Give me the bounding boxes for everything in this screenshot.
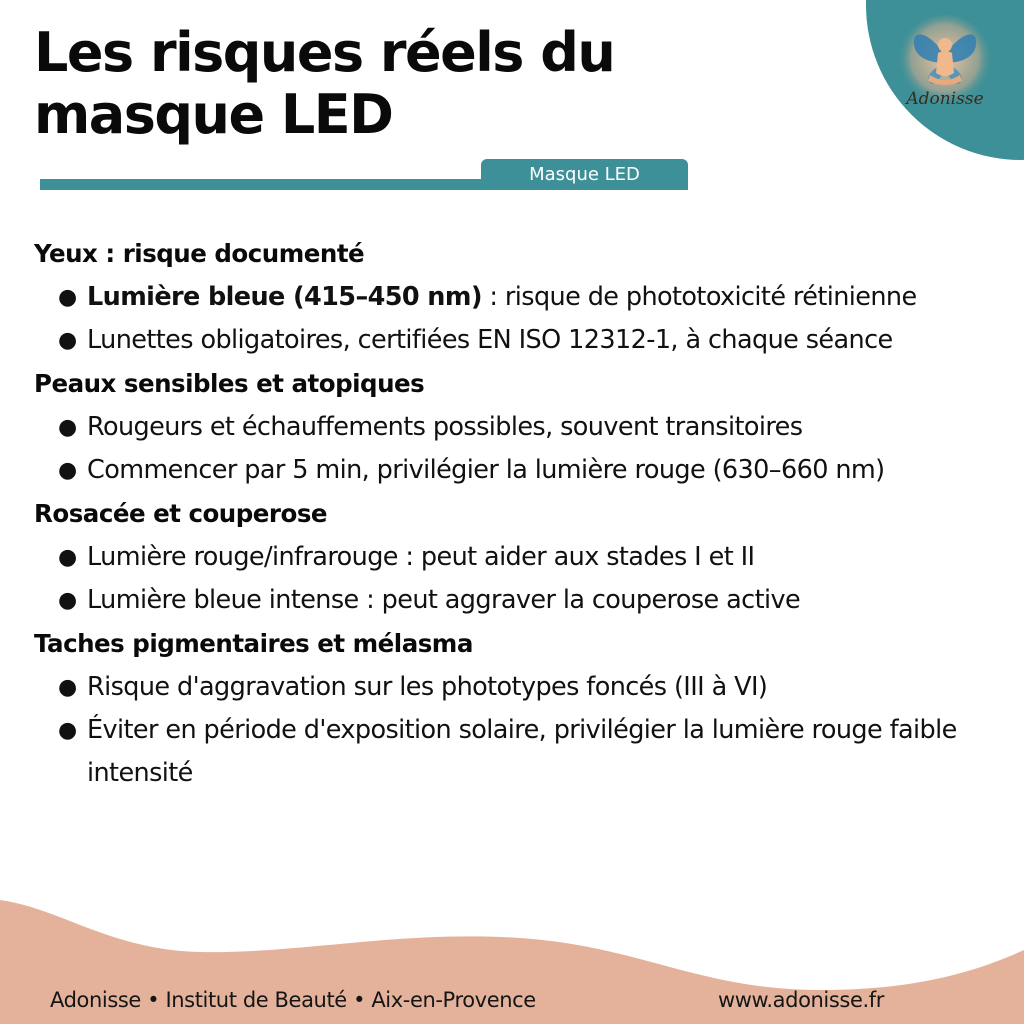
item-text: Rougeurs et échauffements possibles, souvent transitoires (87, 412, 803, 442)
section-title: Yeux : risque documenté (34, 239, 365, 268)
item-text: Lumière bleue intense : peut aggraver la couperose active (87, 585, 801, 615)
footer-website-link[interactable]: www.adonisse.fr (718, 988, 884, 1012)
bullet-icon: ● (58, 328, 77, 353)
item-text: Commencer par 5 min, privilégier la lumière rouge (630–660 nm) (87, 455, 885, 485)
bullet-icon: ● (58, 545, 77, 570)
list-item (34, 536, 994, 579)
item-text: Risque d'aggravation sur les phototypes foncés (III à VI) (87, 672, 768, 702)
list-item (34, 319, 994, 362)
bullet-list (34, 406, 994, 492)
bullet-list (34, 666, 994, 795)
footer-address: Adonisse • Institut de Beauté • Aix-en-Provence (50, 988, 536, 1012)
main-content (34, 232, 994, 795)
bullet-icon: ● (58, 458, 77, 483)
item-text: Lunettes obligatoires, certifiées EN ISO 12312-1, à chaque séance (87, 325, 893, 355)
list-item (34, 406, 994, 449)
section-title: Taches pigmentaires et mélasma (34, 629, 473, 658)
item-bold: Lumière bleue (415–450 nm) (87, 282, 482, 312)
section-title: Rosacée et couperose (34, 499, 328, 528)
bullet-icon: ● (58, 415, 77, 440)
item-text: : risque de phototoxicité rétinienne (481, 282, 917, 312)
section-eyes (34, 232, 994, 362)
brand-logo (890, 15, 1000, 125)
list-item (34, 276, 994, 319)
bullet-icon: ● (58, 675, 77, 700)
list-item (34, 579, 994, 622)
item-text: Éviter en période d'exposition solaire, privilégier la lumière rouge faible intensité (87, 715, 957, 788)
bullet-list (34, 276, 994, 362)
section-pigmentation (34, 622, 994, 795)
list-item (34, 666, 994, 709)
title-line-2: masque LED (34, 83, 393, 146)
bullet-icon: ● (58, 588, 77, 613)
section-title: Peaux sensibles et atopiques (34, 369, 425, 398)
logo-wordmark: Adonisse (906, 89, 984, 109)
title-line-1: Les risques réels du (34, 21, 615, 84)
section-rosacea (34, 492, 994, 622)
list-item (34, 709, 994, 795)
section-sensitive-skin (34, 362, 994, 492)
item-text: Lumière rouge/infrarouge : peut aider aux stades I et II (87, 542, 755, 572)
page-title (34, 22, 794, 146)
bullet-icon: ● (58, 718, 77, 743)
list-item (34, 449, 994, 492)
bullet-list (34, 536, 994, 622)
bullet-icon: ● (58, 285, 77, 310)
category-tag: Masque LED (481, 159, 688, 190)
